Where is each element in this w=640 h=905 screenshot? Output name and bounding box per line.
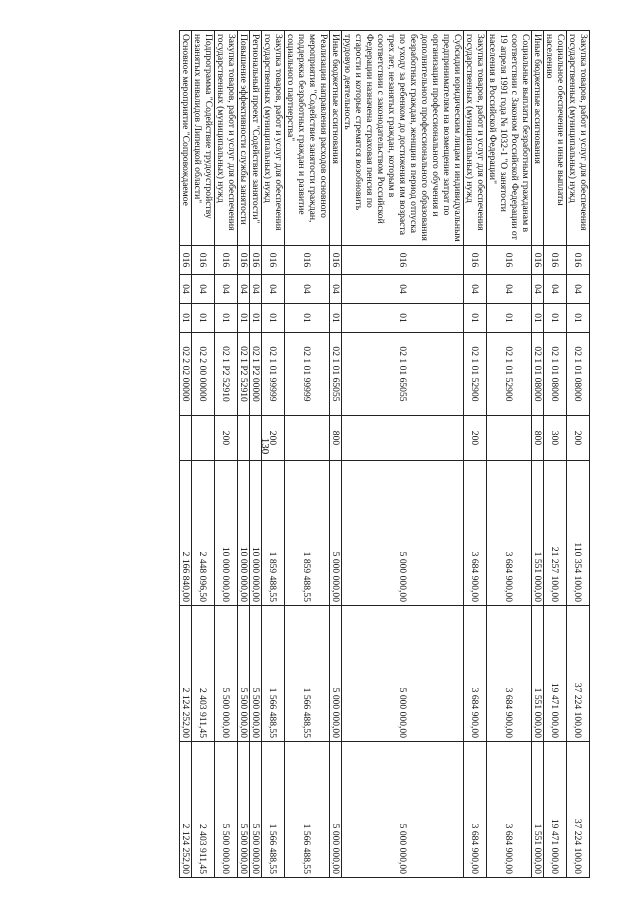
row-name: Повышение эффективности службы занятости [238,31,250,246]
target-article: 02 1 01 99999 [285,333,330,416]
target-article: 02 1 01 52900 [464,333,487,416]
row-name: Закупка товаров, работ и услуг для обеспечения государственных (муниципальных) нужд [464,31,487,246]
target-article: 02 1 01 52900 [487,333,532,416]
subsection-code: 01 [330,304,342,333]
subsection-code: 01 [487,304,532,333]
table-row [215,31,238,878]
amount-2023: 5 500 000,00 [215,742,238,878]
row-name: Субсидии юридическим лицам и индивидуальным предпринимателям на возмещение затрат по организации профессионального обучения и дополнительного профессионального образования безработных граждан, женщин в период отпуска по уходу за ребенком до достижения им возраста трех лет, незанятых граждан, которым в соответствии с законодательством Российской Федерации назначена страховая пенсия по старости и которые стремятся возобновить трудовую деятельность [342,31,464,246]
amount-2021: 10 000 000,00 [215,461,238,606]
subsection-code: 01 [192,304,215,333]
amount-2022: 19 471 000,00 [544,606,567,742]
amount-2022: 5 500 000,00 [215,606,238,742]
ministry-code: 016 [532,246,544,275]
subsection-code: 01 [342,304,464,333]
table-body [180,31,590,878]
page-number: 130 [259,437,271,455]
target-article: 02 1 01 99999 [262,333,285,416]
amount-2021: 10 000 000,00 [250,461,262,606]
table-row [342,31,464,878]
amount-2022: 3 684 900,00 [464,606,487,742]
subsection-code: 01 [180,304,192,333]
amount-2022: 5 000 000,00 [330,606,342,742]
amount-2022: 1 566 488,55 [285,606,330,742]
target-article: 02 1 01 65055 [330,333,342,416]
table-row [192,31,215,878]
row-name: Социальное обеспечение и иные выплаты населению [544,31,567,246]
amount-2022: 3 684 900,00 [487,606,532,742]
ministry-code: 016 [330,246,342,275]
table-row [330,31,342,878]
target-article: 02 1 01 08000 [532,333,544,416]
table-row [464,31,487,878]
target-article: 02 2 00 00000 [192,333,215,416]
section-code: 04 [342,275,464,304]
expense-type: 800 [330,416,342,461]
ministry-code: 016 [250,246,262,275]
amount-2021: 1 859 488,55 [262,461,285,606]
target-article: 02 1 01 08000 [567,333,590,416]
subsection-code: 01 [250,304,262,333]
amount-2022: 2 403 911,45 [192,606,215,742]
section-code: 04 [215,275,238,304]
amount-2022: 37 224 100,00 [567,606,590,742]
row-name: Региональный проект "Содействие занятости" [250,31,262,246]
amount-2021: 3 684 900,00 [487,461,532,606]
section-code: 04 [238,275,250,304]
table-row [544,31,567,878]
subsection-code: 01 [464,304,487,333]
table-row [567,31,590,878]
target-article: 02 1 P2 52910 [238,333,250,416]
expense-type [238,416,250,461]
section-code: 04 [567,275,590,304]
section-code: 04 [487,275,532,304]
ministry-code: 016 [262,246,285,275]
expense-type: 200 [215,416,238,461]
expense-type [487,416,532,461]
section-code: 04 [250,275,262,304]
row-name: Подпрограмма "Содействие трудоустройству незанятых инвалидов Липецкой области" [192,31,215,246]
subsection-code: 01 [238,304,250,333]
amount-2021: 10 000 000,00 [238,461,250,606]
table-row [250,31,262,878]
amount-2022: 5 500 000,00 [238,606,250,742]
amount-2021: 1 551 000,00 [532,461,544,606]
table-row [238,31,250,878]
amount-2021: 110 354 100,00 [567,461,590,606]
amount-2023: 1 566 488,55 [262,742,285,878]
expense-type [192,416,215,461]
row-name: Основное мероприятие "Сопровождаемое [180,31,192,246]
table-row [285,31,330,878]
row-name: Социальные выплаты безработным гражданам в соответствии с Законом Российской Федерации от 19 апреля 1991 года № 1032-1 "О занятости населения в Российской Федерации" [487,31,532,246]
amount-2023: 2 403 911,45 [192,742,215,878]
subsection-code: 01 [262,304,285,333]
subsection-code: 01 [532,304,544,333]
expense-type [285,416,330,461]
subsection-code: 01 [544,304,567,333]
amount-2021: 21 257 100,00 [544,461,567,606]
section-code: 04 [192,275,215,304]
row-name: Закупка товаров, работ и услуг для обеспечения государственных (муниципальных) нужд [262,31,285,246]
row-name: Иные бюджетные ассигнования [532,31,544,246]
target-article: 02 1 01 65055 [342,333,464,416]
amount-2023: 37 224 100,00 [567,742,590,878]
amount-2021: 3 684 900,00 [464,461,487,606]
row-name: Закупка товаров, работ и услуг для обеспечения государственных (муниципальных) нужд [567,31,590,246]
row-name: Реализация направления расходов основного мероприятия "Содействие занятости граждан, поддержка безработных граждан и развитие социального партнерства" [285,31,330,246]
amount-2023: 3 684 900,00 [487,742,532,878]
ministry-code: 016 [342,246,464,275]
target-article: 02 1 P2 00000 [250,333,262,416]
expense-type: 200 [567,416,590,461]
ministry-code: 016 [215,246,238,275]
ministry-code: 016 [487,246,532,275]
expense-type: 200 [262,416,285,461]
section-code: 04 [532,275,544,304]
amount-2022: 2 124 252,00 [180,606,192,742]
amount-2021: 5 000 000,00 [330,461,342,606]
ministry-code: 016 [285,246,330,275]
ministry-code: 016 [544,246,567,275]
table-row [262,31,285,878]
amount-2021: 2 166 840,00 [180,461,192,606]
amount-2022: 1 566 488,55 [262,606,285,742]
section-code: 04 [285,275,330,304]
row-name: Закупка товаров, работ и услуг для обеспечения государственных (муниципальных) нужд [215,31,238,246]
amount-2023: 3 684 900,00 [464,742,487,878]
section-code: 04 [180,275,192,304]
ministry-code: 016 [192,246,215,275]
section-code: 04 [464,275,487,304]
amount-2022: 5 500 000,00 [250,606,262,742]
row-name: Иные бюджетные ассигнования [330,31,342,246]
expense-type: 300 [544,416,567,461]
subsection-code: 01 [215,304,238,333]
budget-table-rotated [70,30,590,877]
amount-2022: 1 551 000,00 [532,606,544,742]
section-code: 04 [544,275,567,304]
subsection-code: 01 [285,304,330,333]
amount-2023: 5 500 000,00 [250,742,262,878]
amount-2023: 5 500 000,00 [238,742,250,878]
amount-2023: 1 551 000,00 [532,742,544,878]
table-row [180,31,192,878]
target-article: 02 1 P2 52910 [215,333,238,416]
expense-type [342,416,464,461]
table-row [487,31,532,878]
amount-2021: 2 448 096,50 [192,461,215,606]
amount-2023: 1 566 488,55 [285,742,330,878]
subsection-code: 01 [567,304,590,333]
target-article: 02 1 01 08000 [544,333,567,416]
amount-2023: 19 471 000,00 [544,742,567,878]
amount-2022: 5 000 000,00 [342,606,464,742]
budget-table [179,30,590,878]
amount-2023: 2 124 252,00 [180,742,192,878]
section-code: 04 [262,275,285,304]
amount-2021: 1 859 488,55 [285,461,330,606]
ministry-code: 016 [238,246,250,275]
ministry-code: 016 [180,246,192,275]
amount-2023: 5 000 000,00 [342,742,464,878]
expense-type: 800 [532,416,544,461]
expense-type [250,416,262,461]
ministry-code: 016 [567,246,590,275]
amount-2023: 5 000 000,00 [330,742,342,878]
target-article: 02 2 02 00000 [180,333,192,416]
section-code: 04 [330,275,342,304]
ministry-code: 016 [464,246,487,275]
table-row [532,31,544,878]
expense-type: 200 [464,416,487,461]
expense-type [180,416,192,461]
amount-2021: 5 000 000,00 [342,461,464,606]
